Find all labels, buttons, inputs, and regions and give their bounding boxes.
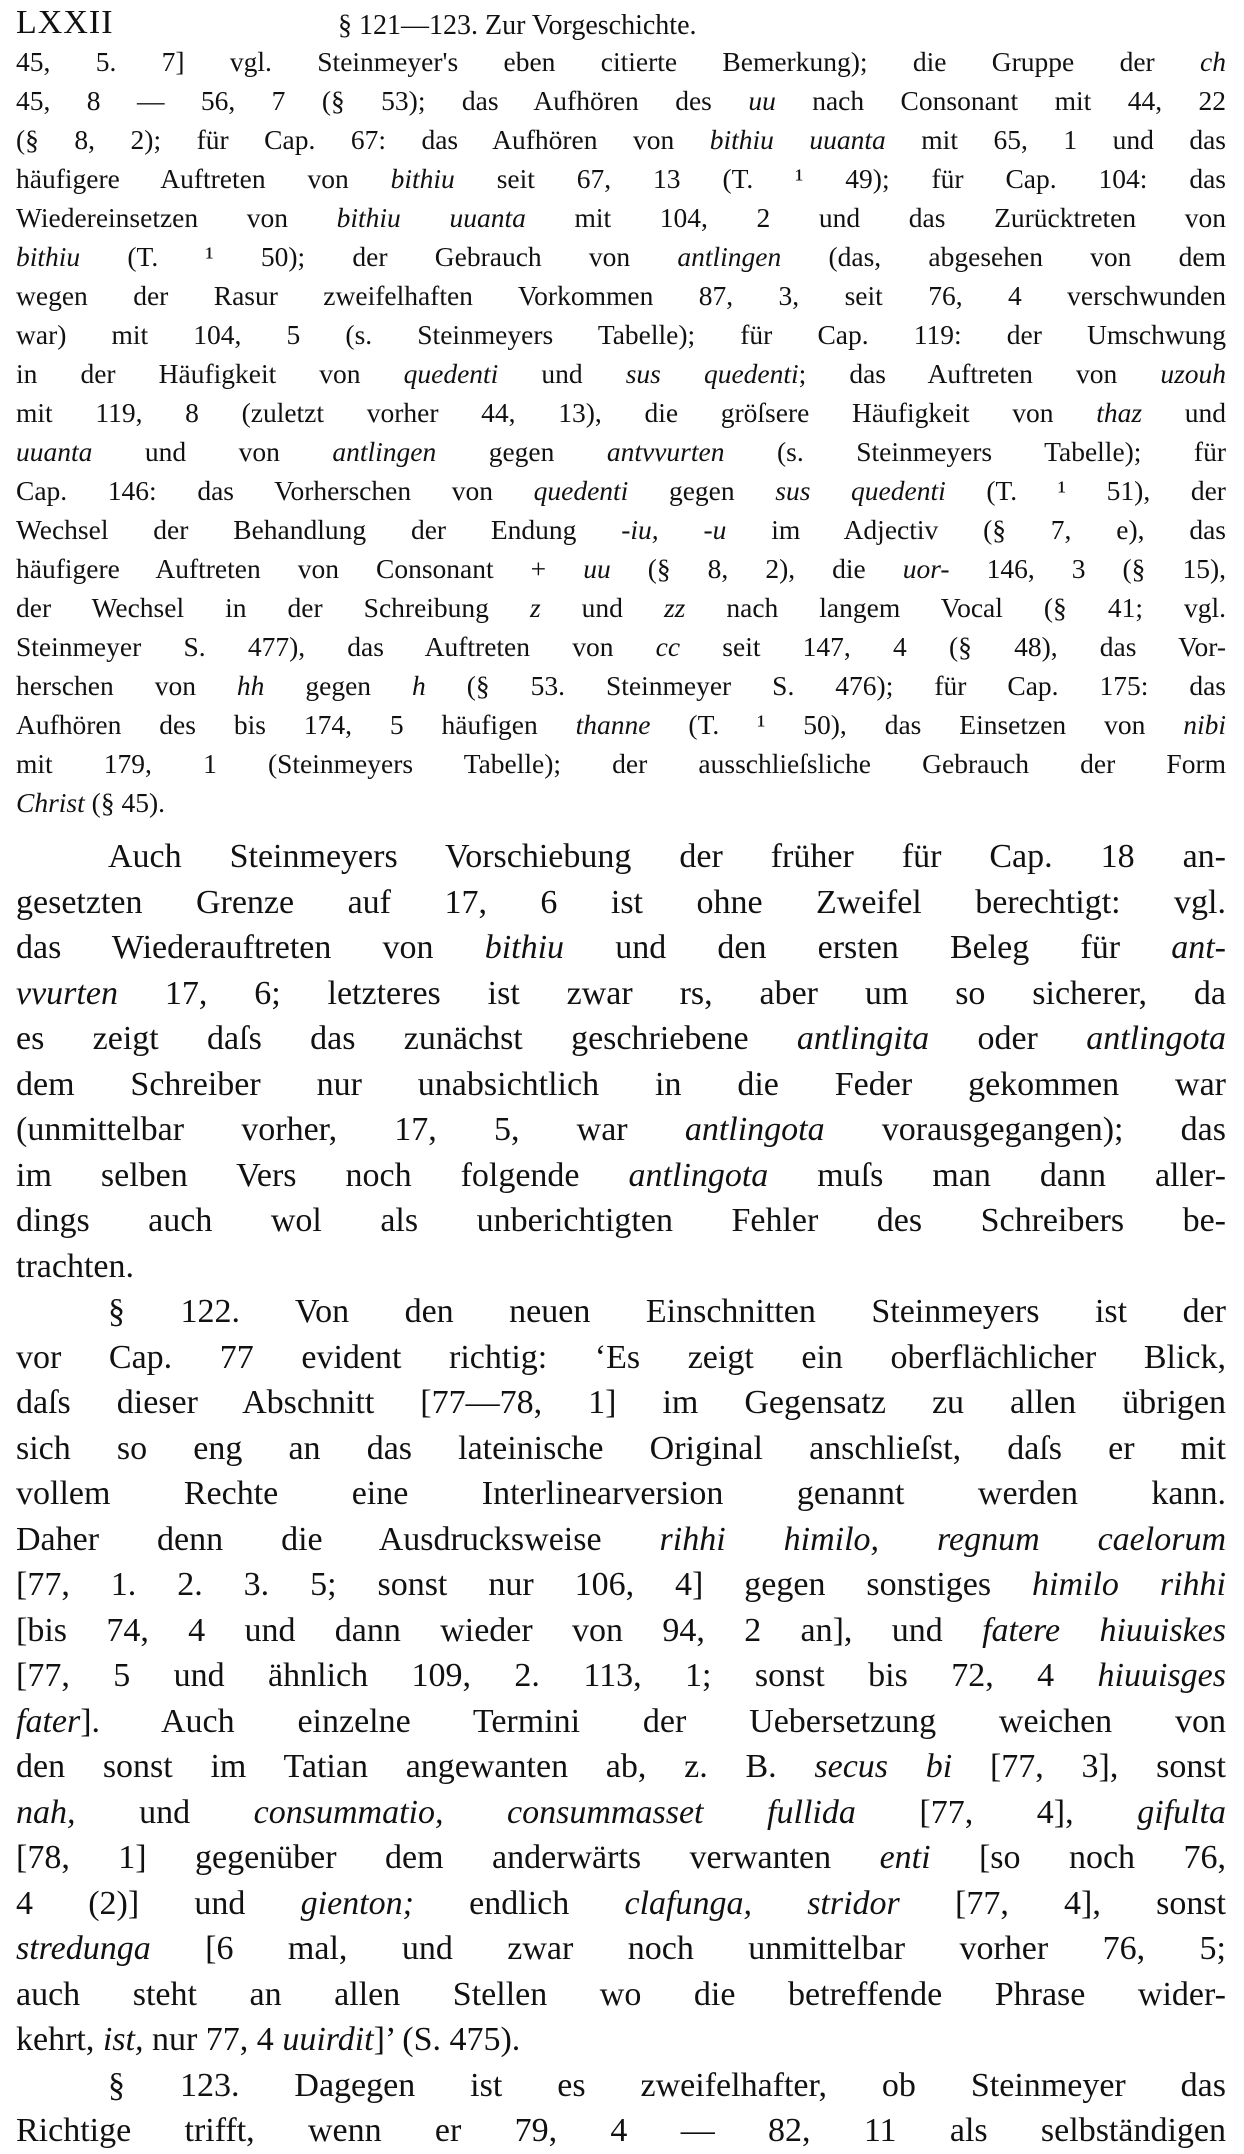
italic-term: sus quedenti [625, 358, 799, 389]
text-segment: (§ 53. Steinmeyer S. 476); für Cap. 175: das [425, 670, 1227, 701]
italic-term: bithiu uuanta [709, 124, 886, 155]
italic-term: enti [879, 1839, 931, 1876]
italic-term: nah, [16, 1793, 76, 1831]
text-segment: gegen [264, 670, 413, 701]
text-segment: Richtige trifft, wenn er 79, 4 — 82, 11 als selbständigen [16, 2112, 1226, 2149]
text-segment: 17, 6; letzteres ist zwar rs, aber um so sicherer, da [117, 974, 1226, 1012]
text-segment: (T. ¹ 50); der Gebrauch von [80, 241, 678, 272]
italic-term: secus bi [814, 1748, 953, 1785]
text-line [16, 2108, 1226, 2154]
text-segment: gesetzten Grenze auf 17, 6 ist ohne Zweifel berechtigt: vgl. [16, 883, 1226, 921]
text-line [16, 1380, 1226, 1426]
text-line [16, 1062, 1226, 1108]
text-line [16, 1608, 1226, 1654]
text-segment: und [540, 592, 664, 623]
text-segment: [77, 4], sonst [899, 1884, 1227, 1922]
italic-term: fatere hiuuiskes [982, 1611, 1226, 1649]
text-line [16, 1790, 1226, 1836]
text-segment: [bis 74, 4 und dann wieder von 94, 2 an], und [16, 1611, 983, 1649]
italic-term: gifulta [1137, 1793, 1226, 1831]
text-segment: Cap. 146: das Vorherschen von [16, 475, 534, 506]
italic-term: bithiu [484, 929, 565, 966]
text-line [16, 2063, 1226, 2109]
text-line [16, 666, 1226, 705]
italic-term: uuirdit [282, 2021, 374, 2058]
text-line [16, 1562, 1226, 1608]
text-segment: (§ 45). [84, 787, 165, 818]
text-segment: [77, 5 und ähnlich 109, 2. 113, 1; sonst bis 72, 4 [16, 1657, 1098, 1694]
italic-term: ch [1200, 46, 1226, 77]
text-segment: vor Cap. 77 evident richtig: ‘Es zeigt ein oberflächlicher Blick, [16, 1338, 1226, 1376]
text-segment: gegen [436, 436, 607, 467]
text-segment: endlich [413, 1884, 625, 1922]
text-segment: und [75, 1793, 254, 1831]
running-title: § 121—123. Zur Vorgeschichte. [338, 10, 697, 41]
italic-term: rihhi himilo, regnum caelorum [659, 1520, 1227, 1558]
text-line [16, 880, 1226, 926]
text-segment: (unmittelbar vorher, 17, 5, war [16, 1111, 685, 1148]
text-segment: [so noch 76, [930, 1839, 1226, 1876]
italic-term: antlingita [796, 1020, 930, 1057]
italic-term: nibi [1183, 709, 1227, 740]
text-segment: und den ersten Beleg für [564, 929, 1172, 966]
italic-term: uuanta [16, 436, 93, 467]
text-line [16, 549, 1226, 588]
text-segment: 45, 5. 7] vgl. Steinmeyer's eben citierte Bemerkung); die Gruppe der [16, 46, 1201, 77]
text-segment: 4 (2)] und [16, 1884, 301, 1922]
text-segment: nur 77, 4 [143, 2021, 283, 2058]
italic-term: bithiu [16, 241, 81, 272]
text-line [16, 1153, 1226, 1199]
italic-term: quedenti [403, 358, 499, 389]
italic-term: himilo rihhi [1032, 1566, 1226, 1603]
text-segment: mit 179, 1 (Steinmeyers Tabelle); der ausschlieſsliche Gebrauch der Form [16, 748, 1226, 779]
text-segment: war) mit 104, 5 (s. Steinmeyers Tabelle); für Cap. 119: der Umschwung [16, 319, 1226, 350]
text-segment: Steinmeyer S. 477), das Auftreten von [16, 631, 656, 662]
italic-term: z [529, 592, 541, 623]
text-segment: [77, 4], [855, 1793, 1138, 1831]
italic-term: quedenti [533, 475, 629, 506]
text-segment: gegen [628, 475, 776, 506]
italic-term: antlingen [677, 241, 782, 272]
text-segment: (s. Steinmeyers Tabelle); für [724, 436, 1226, 467]
text-segment: im Adjectiv (§ 7, e), das [726, 514, 1226, 545]
text-line [16, 925, 1226, 971]
text-segment: und [498, 358, 626, 389]
text-segment: daſs dieser Abschnitt [77—78, 1] im Gegensatz zu allen übrigen [16, 1384, 1226, 1421]
italic-term: thaz [1096, 397, 1143, 428]
text-line [16, 315, 1226, 354]
text-segment: ; das Auftreten von [798, 358, 1161, 389]
text-line [16, 783, 1226, 822]
text-line [16, 1835, 1226, 1881]
text-line [16, 1517, 1226, 1563]
italic-term: thanne [575, 709, 651, 740]
text-line [16, 1972, 1226, 2018]
text-segment: Auch Steinmeyers Vorschiebung der früher für Cap. 18 an- [108, 838, 1226, 875]
text-segment: vollem Rechte eine Interlinearversion genannt werden kann. [16, 1475, 1226, 1512]
italic-term: bithiu uuanta [336, 202, 526, 233]
text-segment: Wechsel der Behandlung der Endung [16, 514, 622, 545]
italic-term: sus quedenti [775, 475, 946, 506]
text-segment: [78, 1] gegenüber dem anderwärts verwanten [16, 1839, 880, 1876]
text-segment: [6 mal, und zwar noch unmittelbar vorher 76, 5; [150, 1930, 1226, 1967]
italic-term: uu [748, 85, 776, 116]
italic-term: gienton; [300, 1884, 414, 1922]
text-line [16, 1107, 1226, 1153]
text-segment: oder [929, 1020, 1087, 1057]
text-segment: mit 119, 8 (zuletzt vorher 44, 13), die gröſsere Häufigkeit von [16, 397, 1097, 428]
text-line [16, 159, 1226, 198]
text-line [16, 276, 1226, 315]
italic-term: bithiu [390, 163, 455, 194]
text-segment: im selben Vers noch folgende [16, 1156, 629, 1194]
italic-term: stredunga [16, 1930, 151, 1967]
italic-term: ist, [102, 2021, 144, 2058]
text-line [16, 1699, 1226, 1745]
text-segment: auch steht an allen Stellen wo die betreffende Phrase wider- [16, 1975, 1226, 2013]
text-line [16, 1744, 1226, 1790]
text-line [16, 198, 1226, 237]
text-segment: seit 147, 4 (§ 48), das Vor- [680, 631, 1227, 662]
italic-term: uor- [902, 553, 950, 584]
text-segment: der Wechsel in der Schreibung [16, 592, 530, 623]
text-line [16, 1881, 1226, 1927]
text-segment: das Wiederauftreten von [16, 929, 485, 966]
italic-term: antlingota [1086, 1020, 1226, 1057]
text-line [16, 1289, 1226, 1335]
text-segment: seit 67, 13 (T. ¹ 49); für Cap. 104: das [454, 163, 1226, 194]
text-line [16, 81, 1226, 120]
text-segment: Daher denn die Ausdrucksweise [16, 1520, 660, 1558]
italic-term: consummatio, consummasset fullida [253, 1793, 856, 1831]
text-segment: 146, 3 (§ 15), [949, 553, 1226, 584]
text-line [16, 120, 1226, 159]
italic-term: ant- [1171, 929, 1226, 966]
text-line [16, 393, 1226, 432]
text-segment: dings auch wol als unberichtigten Fehler des Schreibers be- [16, 1202, 1226, 1239]
text-segment: (das, abgesehen von dem [781, 241, 1226, 272]
text-segment: sich so eng an das lateinische Original anschlieſst, daſs er mit [16, 1429, 1226, 1467]
text-line [16, 1198, 1226, 1244]
italic-term: zz [663, 592, 686, 623]
text-line [16, 237, 1226, 276]
text-segment: nach Consonant mit 44, 22 [775, 85, 1226, 116]
text-segment: Wiedereinsetzen von [16, 202, 337, 233]
italic-term: vvurten [16, 974, 118, 1012]
text-segment: häufigere Auftreten von Consonant + [16, 553, 584, 584]
text-line [16, 354, 1226, 393]
text-segment: ]. Auch einzelne Termini der Uebersetzung weichen von [80, 1702, 1226, 1740]
text-line [16, 2017, 1226, 2063]
text-segment: Aufhören des bis 174, 5 häufigen [16, 709, 576, 740]
text-segment: (§ 8, 2); für Cap. 67: das Aufhören von [16, 124, 710, 155]
text-segment: (§ 8, 2), die [610, 553, 903, 584]
italic-term: hiuuisges [1097, 1657, 1226, 1694]
text-segment: trachten. [16, 1247, 134, 1285]
text-line [16, 471, 1226, 510]
italic-term: hh [236, 670, 265, 701]
text-segment: mit 104, 2 und das Zurücktreten von [525, 202, 1226, 233]
italic-term: h [412, 670, 426, 701]
text-segment: [77, 1. 2. 3. 5; sonst nur 106, 4] gegen sonstiges [16, 1566, 1033, 1603]
page-number: LXXII [16, 4, 114, 41]
text-segment: vorausgegangen); das [824, 1111, 1226, 1148]
text-line [16, 42, 1226, 81]
text-line [16, 1016, 1226, 1062]
text-line [16, 1471, 1226, 1517]
text-segment: in der Häufigkeit von [16, 358, 404, 389]
text-segment: ]’ (S. 475). [373, 2021, 521, 2058]
text-segment: § 122. Von den neuen Einschnitten Steinmeyers ist der [108, 1293, 1226, 1330]
italic-term: antlingota [628, 1156, 769, 1194]
italic-term: Christ [16, 787, 85, 818]
italic-term: -iu, -u [621, 514, 727, 545]
text-line [16, 627, 1226, 666]
text-segment: und von [92, 436, 333, 467]
body-text-block [16, 834, 1226, 2154]
text-segment: den sonst im Tatian angewanten ab, z. B. [16, 1748, 815, 1785]
text-segment: häufigere Auftreten von [16, 163, 391, 194]
text-line [16, 1926, 1226, 1972]
text-segment: dem Schreiber nur unabsichtlich in die Feder gekommen war [16, 1065, 1226, 1103]
text-segment: § 123. Dagegen ist es zweifelhafter, ob Steinmeyer das [108, 2066, 1226, 2104]
text-segment: herschen von [16, 670, 237, 701]
footnote-text-block [16, 42, 1226, 822]
text-segment: mit 65, 1 und das [885, 124, 1226, 155]
text-segment: nach langem Vocal (§ 41; vgl. [685, 592, 1226, 623]
text-segment: und [1142, 397, 1226, 428]
text-line [16, 971, 1226, 1017]
italic-term: antvvurten [606, 436, 725, 467]
italic-term: antlingen [332, 436, 437, 467]
text-line [16, 705, 1226, 744]
italic-term: clafunga, stridor [624, 1884, 900, 1922]
italic-term: fater [16, 1702, 81, 1740]
text-segment: [77, 3], sonst [952, 1748, 1227, 1785]
text-segment: muſs man dann aller- [768, 1156, 1226, 1194]
text-segment: 45, 8 — 56, 7 (§ 53); das Aufhören des [16, 85, 749, 116]
text-line [16, 1426, 1226, 1472]
text-segment: kehrt, [16, 2021, 103, 2058]
text-line [16, 744, 1226, 783]
italic-term: uzouh [1160, 358, 1227, 389]
text-line [16, 432, 1226, 471]
text-segment: wegen der Rasur zweifelhaften Vorkommen 87, 3, seit 76, 4 verschwunden [16, 280, 1226, 311]
italic-term: cc [655, 631, 681, 662]
text-segment: (T. ¹ 51), der [945, 475, 1226, 506]
italic-term: antlingota [684, 1111, 825, 1148]
text-segment: es zeigt daſs das zunächst geschriebene [16, 1020, 797, 1057]
text-line [16, 1653, 1226, 1699]
text-line [16, 588, 1226, 627]
text-line [16, 510, 1226, 549]
text-line [16, 1244, 1226, 1290]
italic-term: uu [583, 553, 611, 584]
text-line [16, 834, 1226, 880]
text-segment: (T. ¹ 50), das Einsetzen von [650, 709, 1184, 740]
text-line [16, 1335, 1226, 1381]
